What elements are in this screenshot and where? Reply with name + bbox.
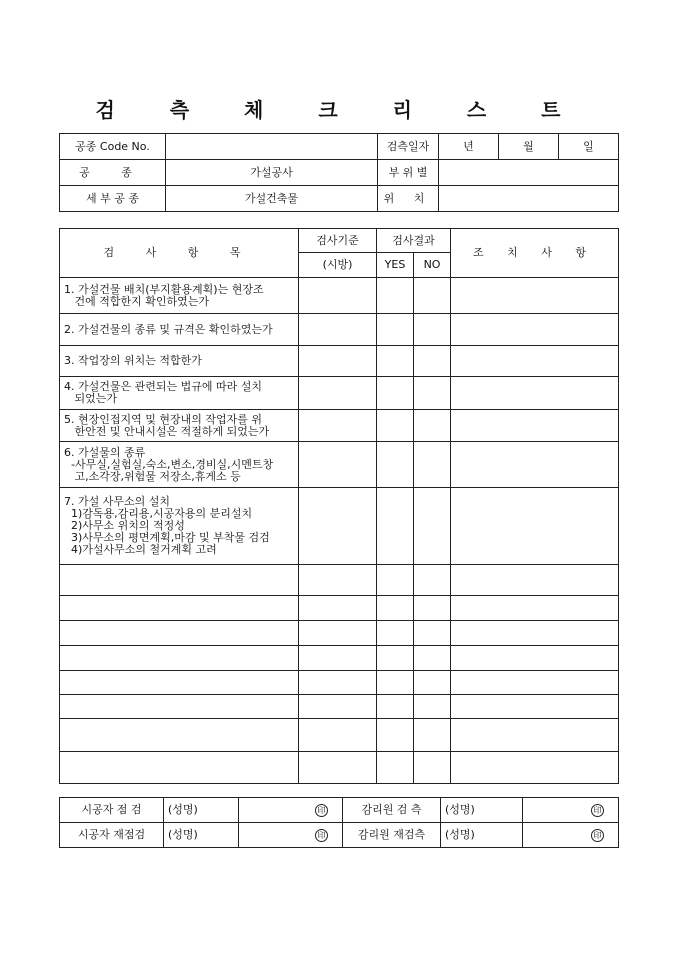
part-value[interactable] [439,160,619,186]
action-cell[interactable] [451,565,619,596]
action-cell[interactable] [451,719,619,752]
action-cell[interactable] [451,596,619,621]
checklist-item-line: 5. 현장인접지역 및 현장내의 작업자를 위 [64,412,262,426]
action-cell[interactable] [451,346,619,377]
col-no-header: NO [414,253,451,278]
sub-type-label: 세 부 공 종 [60,186,166,212]
checklist-item-line: 6. 가설물의 종류 [64,445,146,459]
checklist-items [60,278,619,784]
contractor-recheck-label: 시공자 재점검 [60,823,164,848]
checklist-blank-row [60,671,619,695]
standard-cell[interactable] [299,646,377,671]
checklist-row [60,488,619,565]
checklist-blank-row [60,695,619,719]
standard-cell[interactable] [299,442,377,488]
item-cell[interactable] [60,695,299,719]
location-label: 위 치 [378,186,439,212]
checklist-item-line: 7. 가설 사무소의 설치 [64,495,170,508]
item-cell[interactable] [60,752,299,784]
checklist-header-row-1 [60,229,619,253]
checklist-item-line: 1. 가설건물 배치(부지활용계획)는 현장조 [64,282,264,296]
checklist-item-line: 4)가설사무소의 철거계획 고려 [64,543,217,556]
seal-icon: 印 [591,829,604,842]
code-label: 공종 Code No. [60,134,166,160]
document-title: 검 측 체 크 리 스 트 [95,98,585,122]
checklist-item-line: 건에 적합한지 확인하였는가 [64,294,209,308]
checklist-item-text [60,346,299,377]
supervisor-recheck-seal[interactable] [523,823,619,848]
standard-cell[interactable] [299,565,377,596]
checklist-item-line: 3. 작업장의 위치는 적합한가 [64,354,202,367]
no-cell[interactable] [414,752,451,784]
checklist-blank-row [60,565,619,596]
checklist-item-text [60,278,299,314]
item-cell[interactable] [60,671,299,695]
seal-icon: 印 [591,804,604,817]
date-label: 검측일자 [378,134,439,160]
signature-row-check [60,798,619,823]
standard-cell[interactable] [299,377,377,410]
action-cell[interactable] [451,410,619,442]
yes-cell[interactable] [377,565,414,596]
date-day[interactable]: 일 [559,134,619,160]
standard-cell[interactable] [299,621,377,646]
checklist-item-line: 1)감독용,감리용,시공자용의 분리설치 [64,507,253,520]
checklist-item-line: -사무실,실험실,숙소,변소,경비실,시멘트창 [64,457,274,471]
action-cell[interactable] [451,752,619,784]
checklist-blank-row [60,719,619,752]
checklist-blank-row [60,621,619,646]
no-cell[interactable] [414,314,451,346]
contractor-check-name[interactable]: (성명) [164,798,239,823]
action-cell[interactable] [451,646,619,671]
action-cell[interactable] [451,314,619,346]
signature-table [59,797,619,848]
code-value[interactable] [166,134,378,160]
checklist-item-text [60,377,299,410]
header-row-code [60,134,619,160]
checklist-row [60,314,619,346]
checklist-item-text [60,488,299,565]
checklist-item-line: 2. 가설건물의 종류 및 규격은 확인하였는가 [64,322,273,336]
no-cell[interactable] [414,346,451,377]
no-cell[interactable] [414,442,451,488]
standard-cell[interactable] [299,278,377,314]
supervisor-recheck-name[interactable]: (성명) [441,823,523,848]
standard-cell[interactable] [299,695,377,719]
contractor-recheck-seal[interactable] [239,823,343,848]
checklist-row [60,346,619,377]
yes-cell[interactable] [377,646,414,671]
action-cell[interactable] [451,442,619,488]
yes-cell[interactable] [377,410,414,442]
action-cell[interactable] [451,695,619,719]
yes-cell[interactable] [377,442,414,488]
work-type-value[interactable]: 가설공사 [166,160,378,186]
no-cell[interactable] [414,719,451,752]
contractor-check-label: 시공자 점 검 [60,798,164,823]
standard-cell[interactable] [299,346,377,377]
checklist-item-text [60,442,299,488]
checklist-row [60,377,619,410]
standard-cell[interactable] [299,488,377,565]
no-cell[interactable] [414,488,451,565]
col-items-header: 검 사 항 목 [60,229,299,278]
contractor-check-seal[interactable] [239,798,343,823]
location-value[interactable] [439,186,619,212]
supervisor-check-name[interactable]: (성명) [441,798,523,823]
supervisor-check-label: 감리원 검 측 [343,798,441,823]
header-row-sub-type [60,186,619,212]
yes-cell[interactable] [377,719,414,752]
yes-cell[interactable] [377,346,414,377]
no-cell[interactable] [414,671,451,695]
checklist-blank-row [60,596,619,621]
action-cell[interactable] [451,377,619,410]
standard-cell[interactable] [299,671,377,695]
col-yes-header: YES [377,253,414,278]
item-cell[interactable] [60,596,299,621]
col-standard-header: 검사기준 [299,229,377,253]
col-result-header: 검사결과 [377,229,451,253]
action-cell[interactable] [451,278,619,314]
checklist-table [59,228,619,784]
checklist-item-line: 2)사무소 위치의 적정성 [64,519,185,532]
contractor-recheck-name[interactable]: (성명) [164,823,239,848]
checklist-blank-row [60,752,619,784]
checklist-row [60,278,619,314]
work-type-label: 공 종 [60,160,166,186]
item-cell[interactable] [60,646,299,671]
action-cell[interactable] [451,488,619,565]
header-table [59,133,619,212]
no-cell[interactable] [414,621,451,646]
checklist-item-text [60,410,299,442]
checklist-item-line: 한안전 및 안내시설은 적절하게 되었는가 [64,424,270,438]
no-cell[interactable] [414,596,451,621]
standard-cell[interactable] [299,752,377,784]
checklist-row [60,410,619,442]
seal-icon: 印 [315,804,328,817]
checklist-item-line: 고,소각장,위험물 저장소,휴게소 등 [64,469,241,483]
yes-cell[interactable] [377,695,414,719]
yes-cell[interactable] [377,752,414,784]
supervisor-check-seal[interactable] [523,798,619,823]
standard-cell[interactable] [299,719,377,752]
no-cell[interactable] [414,377,451,410]
yes-cell[interactable] [377,596,414,621]
no-cell[interactable] [414,695,451,719]
action-cell[interactable] [451,621,619,646]
checklist-item-line: 되었는가 [64,392,117,405]
yes-cell[interactable] [377,488,414,565]
yes-cell[interactable] [377,278,414,314]
item-cell[interactable] [60,565,299,596]
supervisor-recheck-label: 감리원 재검측 [343,823,441,848]
checklist-item-line: 4. 가설건물은 관련되는 법규에 따라 설치 [64,380,262,393]
checklist-item-line: 3)사무소의 평면계획,마감 및 부착물 검검 [64,531,270,544]
checklist-row [60,442,619,488]
item-cell[interactable] [60,621,299,646]
signature-row-recheck [60,823,619,848]
no-cell[interactable] [414,410,451,442]
yes-cell[interactable] [377,621,414,646]
no-cell[interactable] [414,646,451,671]
standard-cell[interactable] [299,314,377,346]
yes-cell[interactable] [377,314,414,346]
item-cell[interactable] [60,719,299,752]
sub-type-value[interactable]: 가설건축물 [166,186,378,212]
col-standard-sub-header: (시방) [299,253,377,278]
col-action-header: 조 치 사 항 [451,229,619,278]
header-row-work-type [60,160,619,186]
action-cell[interactable] [451,671,619,695]
checklist-item-text [60,314,299,346]
standard-cell[interactable] [299,596,377,621]
yes-cell[interactable] [377,377,414,410]
yes-cell[interactable] [377,671,414,695]
no-cell[interactable] [414,565,451,596]
date-year[interactable]: 년 [439,134,499,160]
checklist-blank-row [60,646,619,671]
standard-cell[interactable] [299,410,377,442]
no-cell[interactable] [414,278,451,314]
date-month[interactable]: 월 [499,134,559,160]
part-label: 부 위 별 [378,160,439,186]
seal-icon: 印 [315,829,328,842]
